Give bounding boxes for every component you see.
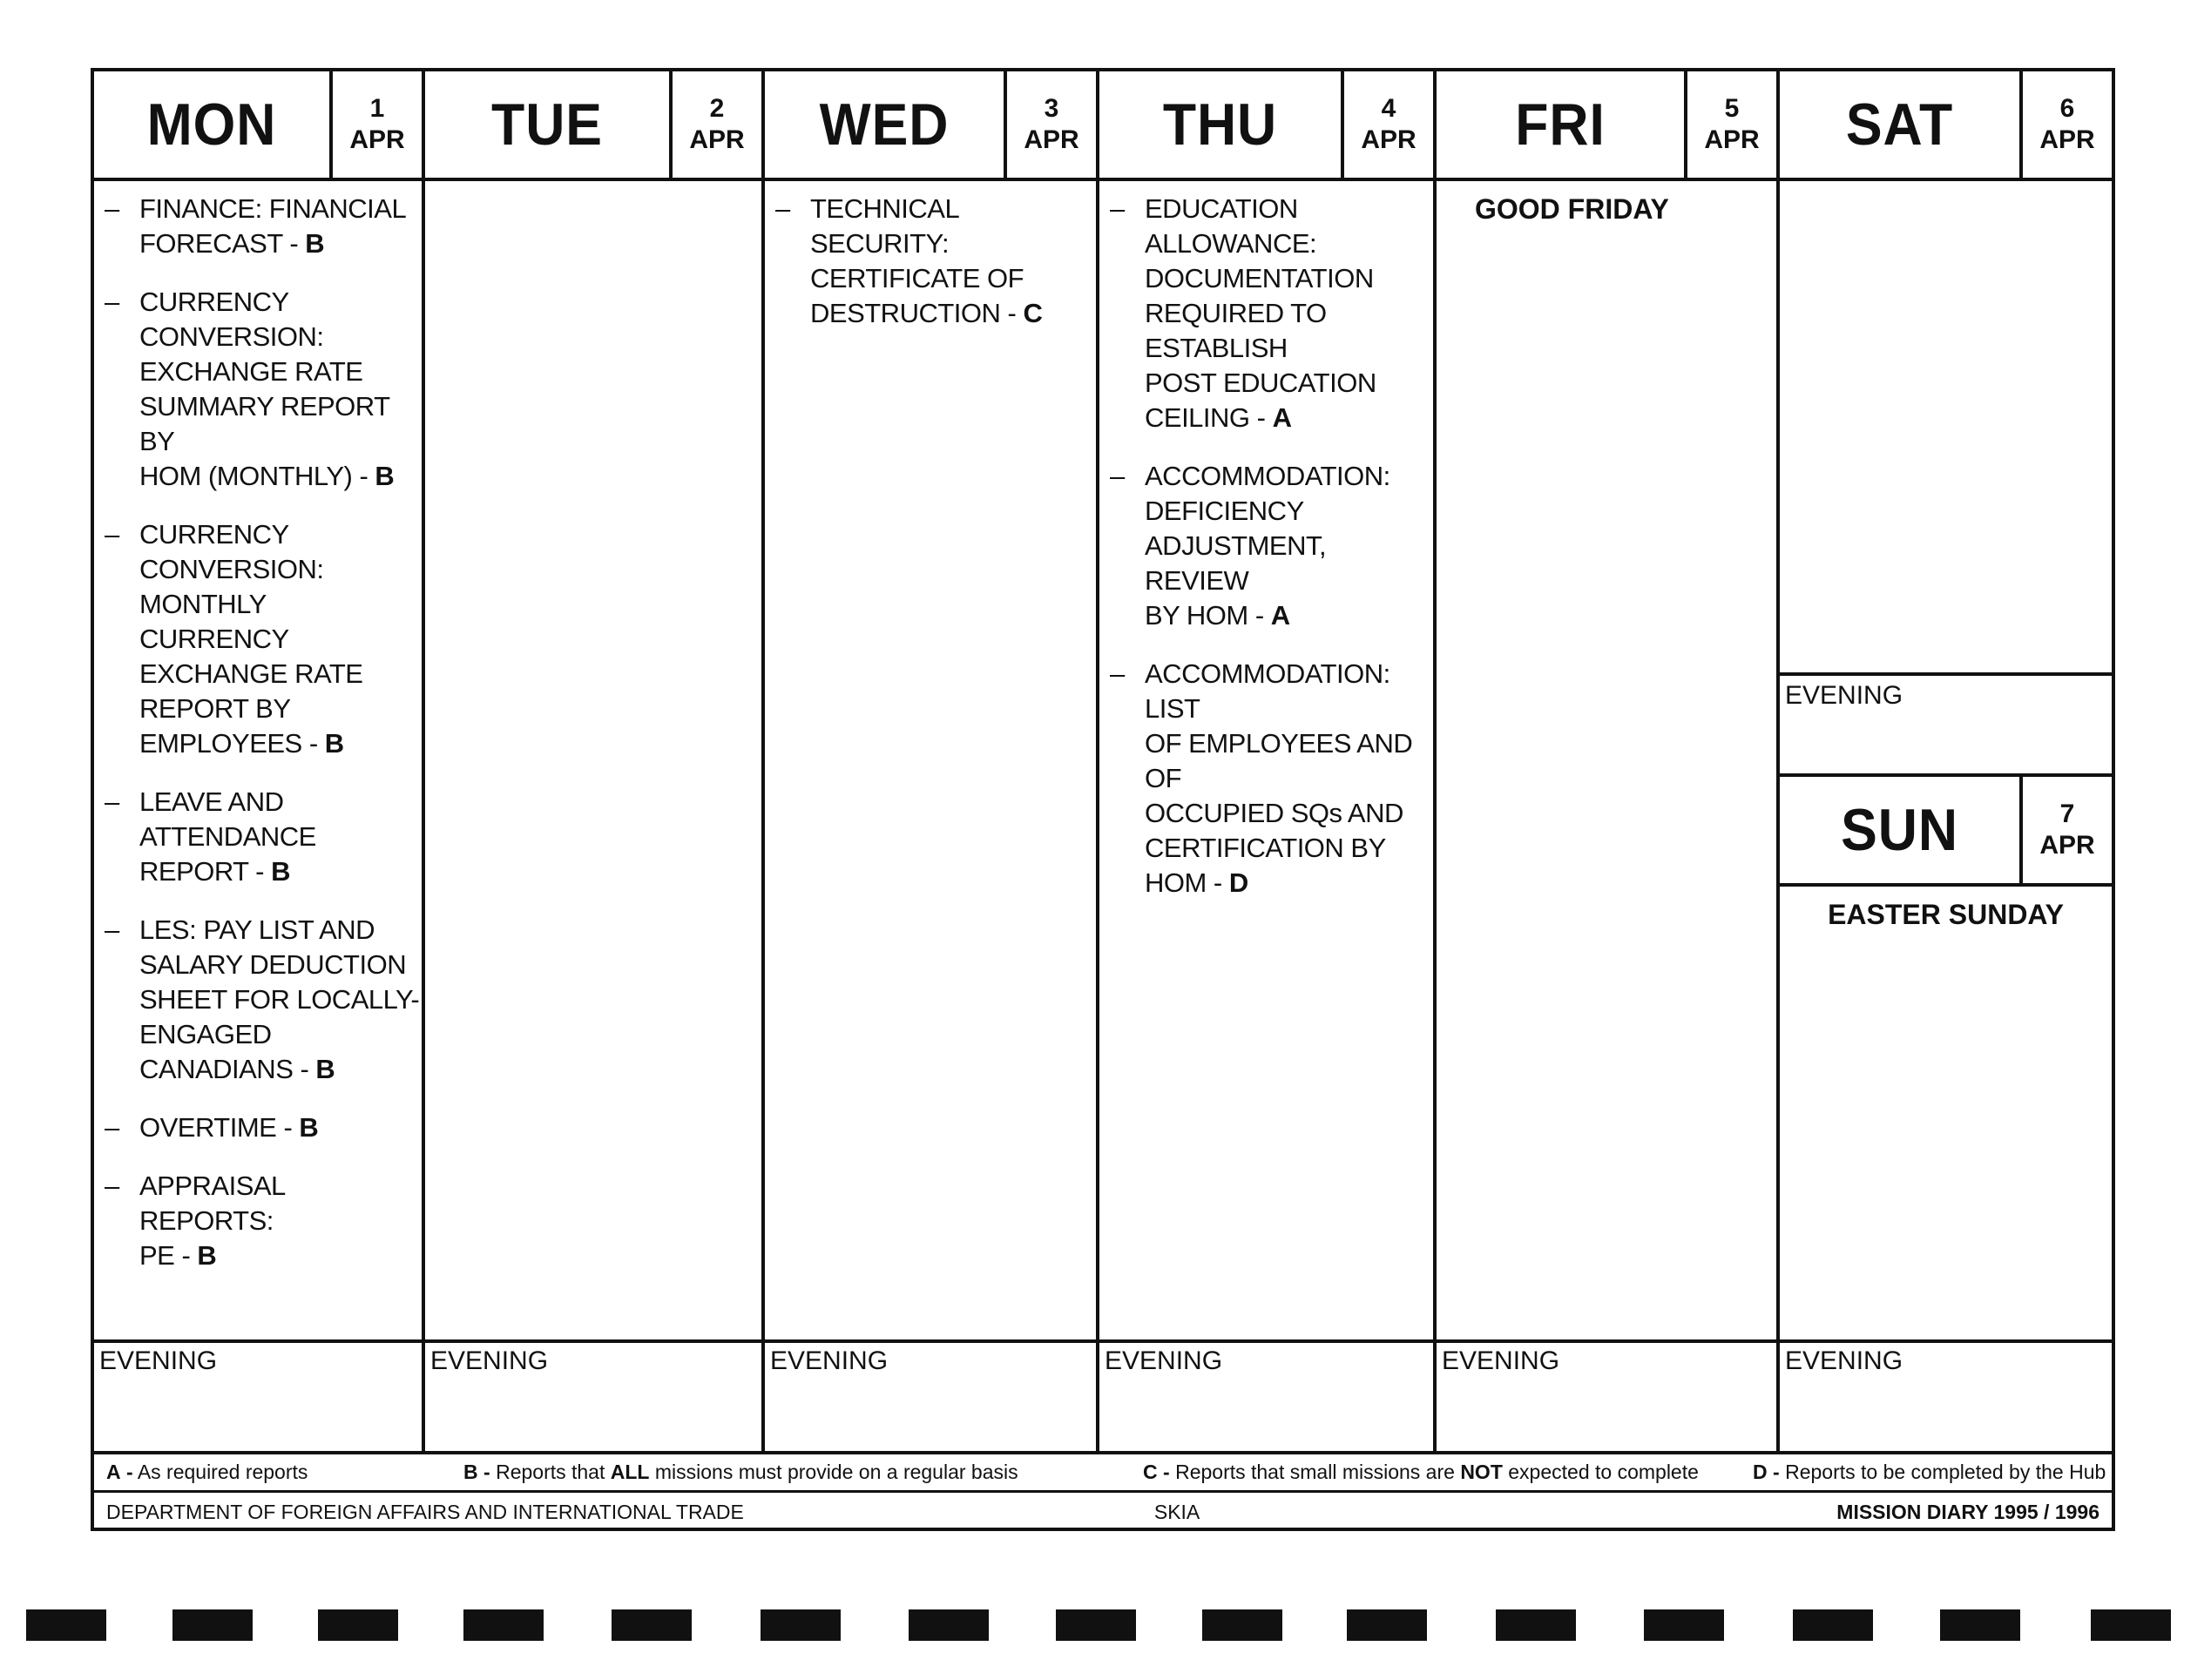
legend-item-c <box>1143 1461 1753 1484</box>
day-month: APR <box>349 125 405 154</box>
report-code: C <box>1023 298 1043 328</box>
evening-label: EVENING <box>1442 1346 1560 1375</box>
dash-bullet: – <box>1110 461 1125 491</box>
task-description: LEAVE AND ATTENDANCE REPORT - <box>139 786 316 887</box>
task-description: APPRAISAL REPORTS: PE - <box>139 1171 285 1271</box>
dash-bullet: – <box>105 914 119 945</box>
task-item <box>101 785 422 889</box>
legend-key: C <box>1143 1461 1158 1483</box>
mission-code: SKIA <box>1153 1500 1200 1523</box>
task-text <box>139 1110 422 1145</box>
evening-label: EVENING <box>1785 681 1903 710</box>
day-month: APR <box>2039 831 2095 860</box>
day-header <box>1099 71 1433 181</box>
day-month: APR <box>1361 125 1417 154</box>
perforation-mark <box>1347 1609 1427 1641</box>
day-tasks <box>94 181 422 1273</box>
task-item <box>772 192 1096 331</box>
day-header <box>1780 71 2112 181</box>
day-tasks <box>425 181 761 192</box>
day-name: TUE <box>491 91 603 158</box>
day-header <box>765 71 1096 181</box>
dash-bullet: – <box>105 519 119 550</box>
day-name: THU <box>1162 91 1278 158</box>
dash-bullet: – <box>1110 193 1125 224</box>
day-number: 7 <box>2059 800 2075 828</box>
department-name: DEPARTMENT OF FOREIGN AFFAIRS AND INTERNATIONAL TRADE <box>106 1500 744 1523</box>
task-text <box>139 285 422 494</box>
task-text <box>1145 192 1433 435</box>
task-description: ACCOMMODATION: DEFICIENCY ADJUSTMENT, REVIEW BY HOM - <box>1145 461 1390 631</box>
legend-key: D <box>1753 1461 1768 1483</box>
perforation-mark <box>612 1609 692 1641</box>
task-description: LES: PAY LIST AND SALARY DEDUCTION SHEET FOR LOCALLY- ENGAGED CANADIANS - <box>139 914 420 1084</box>
dash-bullet: – <box>1110 658 1125 689</box>
task-description: CURRENCY CONVERSION: MONTHLY CURRENCY EXCHANGE RATE REPORT BY EMPLOYEES - <box>139 519 363 759</box>
task-text <box>1145 459 1433 633</box>
day-header <box>94 71 422 181</box>
task-description: CURRENCY CONVERSION: EXCHANGE RATE SUMMARY REPORT BY HOM (MONTHLY) - <box>139 287 390 491</box>
day-date <box>2019 71 2112 178</box>
task-text <box>139 913 422 1087</box>
day-name: FRI <box>1515 91 1606 158</box>
legend-separator: - <box>483 1461 490 1483</box>
report-code: B <box>299 1112 319 1143</box>
day-header <box>1437 71 1776 181</box>
legend-text: Reports to be completed by the Hub <box>1785 1461 2106 1483</box>
day-tasks <box>1437 226 1776 236</box>
legend-emphasis: NOT <box>1460 1461 1503 1483</box>
report-code: B <box>197 1240 217 1271</box>
legend-emphasis: ALL <box>610 1461 650 1483</box>
task-item <box>1106 657 1433 901</box>
legend-text: Reports that <box>496 1461 611 1483</box>
day-column-fri <box>1437 71 1780 1451</box>
day-month: APR <box>689 125 745 154</box>
evening-box <box>1780 1339 2112 1451</box>
perforation-mark <box>909 1609 989 1641</box>
perforation-mark <box>318 1609 398 1641</box>
legend-separator: - <box>1163 1461 1170 1483</box>
holiday-label: EASTER SUNDAY <box>1828 899 2064 930</box>
mission-diary-page <box>91 68 2115 1531</box>
legend-item-a <box>106 1461 463 1484</box>
perforation-mark <box>1056 1609 1136 1641</box>
task-description: OVERTIME - <box>139 1112 300 1143</box>
dash-bullet: – <box>105 786 119 817</box>
day-date <box>1341 71 1433 178</box>
dash-bullet: – <box>105 1112 119 1143</box>
day-number: 6 <box>2059 94 2075 123</box>
day-number: 1 <box>369 94 385 123</box>
legend-item-d <box>1753 1461 2106 1484</box>
report-code: B <box>271 856 290 887</box>
report-code: B <box>315 1054 335 1084</box>
evening-label: EVENING <box>770 1346 889 1375</box>
task-description: TECHNICAL SECURITY: CERTIFICATE OF DESTRUCTION - <box>810 193 1024 328</box>
task-item <box>1106 459 1433 633</box>
task-item <box>101 1169 422 1273</box>
dash-bullet: – <box>775 193 790 224</box>
task-item <box>1106 192 1433 435</box>
legend-separator: - <box>1773 1461 1780 1483</box>
day-column-thu <box>1099 71 1437 1451</box>
dash-bullet: – <box>105 1171 119 1201</box>
report-code: A <box>1272 402 1292 433</box>
task-text <box>139 192 422 261</box>
day-column-tue <box>425 71 765 1451</box>
perforation-mark <box>2091 1609 2171 1641</box>
day-date <box>2019 777 2112 883</box>
report-code: D <box>1228 867 1248 898</box>
legend-key: B <box>463 1461 478 1483</box>
legend-text-end: expected to complete <box>1502 1461 1699 1483</box>
sunday-header <box>1780 777 2112 887</box>
evening-box <box>425 1339 761 1451</box>
day-name: MON <box>146 91 277 158</box>
page-footer <box>94 1493 2112 1531</box>
day-number: 3 <box>1044 94 1059 123</box>
perforation-mark <box>1940 1609 2020 1641</box>
legend-text: Reports that small missions are <box>1175 1461 1461 1483</box>
task-description: ACCOMMODATION: LIST OF EMPLOYEES AND OF OCCUPIED SQs AND CERTIFICATION BY HOM - <box>1145 658 1413 898</box>
diary-title: MISSION DIARY 1995 / 1996 <box>1836 1500 2099 1523</box>
perforation-mark <box>1793 1609 1873 1641</box>
task-text <box>139 785 422 889</box>
task-description: FINANCE: FINANCIAL FORECAST - <box>139 193 407 259</box>
perforation-mark <box>1496 1609 1576 1641</box>
day-column-wed <box>765 71 1099 1451</box>
day-name: WED <box>819 91 950 158</box>
report-code: A <box>1270 600 1290 631</box>
holiday-label: GOOD FRIDAY <box>1475 193 1669 225</box>
day-column-sat <box>1780 71 2112 1451</box>
perforation-mark <box>26 1609 106 1641</box>
task-text <box>810 192 1096 331</box>
day-tasks <box>1780 181 2112 192</box>
week-grid <box>94 71 2112 1451</box>
report-code: B <box>324 728 344 759</box>
day-name: SUN <box>1841 797 1958 863</box>
task-item <box>101 285 422 494</box>
dash-bullet: – <box>105 287 119 317</box>
day-date <box>1004 71 1096 178</box>
report-code: B <box>305 228 325 259</box>
day-date <box>1684 71 1776 178</box>
evening-box <box>1099 1339 1433 1451</box>
day-tasks <box>1099 181 1433 901</box>
evening-label: EVENING <box>1105 1346 1223 1375</box>
dash-bullet: – <box>105 193 119 224</box>
day-month: APR <box>1704 125 1760 154</box>
task-text <box>1145 657 1433 901</box>
day-column-mon <box>94 71 425 1451</box>
day-date <box>329 71 422 178</box>
legend-key: A <box>106 1461 121 1483</box>
evening-label: EVENING <box>99 1346 218 1375</box>
legend-text: As required reports <box>137 1461 308 1483</box>
evening-label: EVENING <box>430 1346 549 1375</box>
task-text <box>139 1169 422 1273</box>
legend-text-end: missions must provide on a regular basis <box>649 1461 1018 1483</box>
legend-item-b <box>463 1461 1143 1484</box>
evening-box <box>1437 1339 1776 1451</box>
task-item <box>101 913 422 1087</box>
day-name: SAT <box>1845 91 1954 158</box>
day-number: 5 <box>1724 94 1740 123</box>
perforation-mark <box>172 1609 253 1641</box>
perforation-mark <box>761 1609 841 1641</box>
evening-box <box>94 1339 422 1451</box>
day-month: APR <box>2039 125 2095 154</box>
task-text <box>139 517 422 761</box>
task-item <box>101 192 422 261</box>
legend <box>94 1451 2112 1493</box>
day-number: 2 <box>709 94 725 123</box>
task-item <box>101 517 422 761</box>
saturday-evening <box>1780 672 2112 777</box>
day-header <box>425 71 761 181</box>
legend-separator: - <box>126 1461 133 1483</box>
day-date <box>669 71 761 178</box>
evening-label: EVENING <box>1785 1346 1903 1375</box>
evening-box <box>765 1339 1096 1451</box>
day-number: 4 <box>1381 94 1396 123</box>
task-item <box>101 1110 422 1145</box>
task-description: EDUCATION ALLOWANCE: DOCUMENTATION REQUIRED TO ESTABLISH POST EDUCATION CEILING - <box>1145 193 1376 433</box>
perforation-mark <box>1644 1609 1724 1641</box>
day-month: APR <box>1024 125 1079 154</box>
day-tasks <box>765 181 1096 331</box>
report-code: B <box>375 461 395 491</box>
perforation-mark <box>1202 1609 1282 1641</box>
perforation-mark <box>463 1609 544 1641</box>
